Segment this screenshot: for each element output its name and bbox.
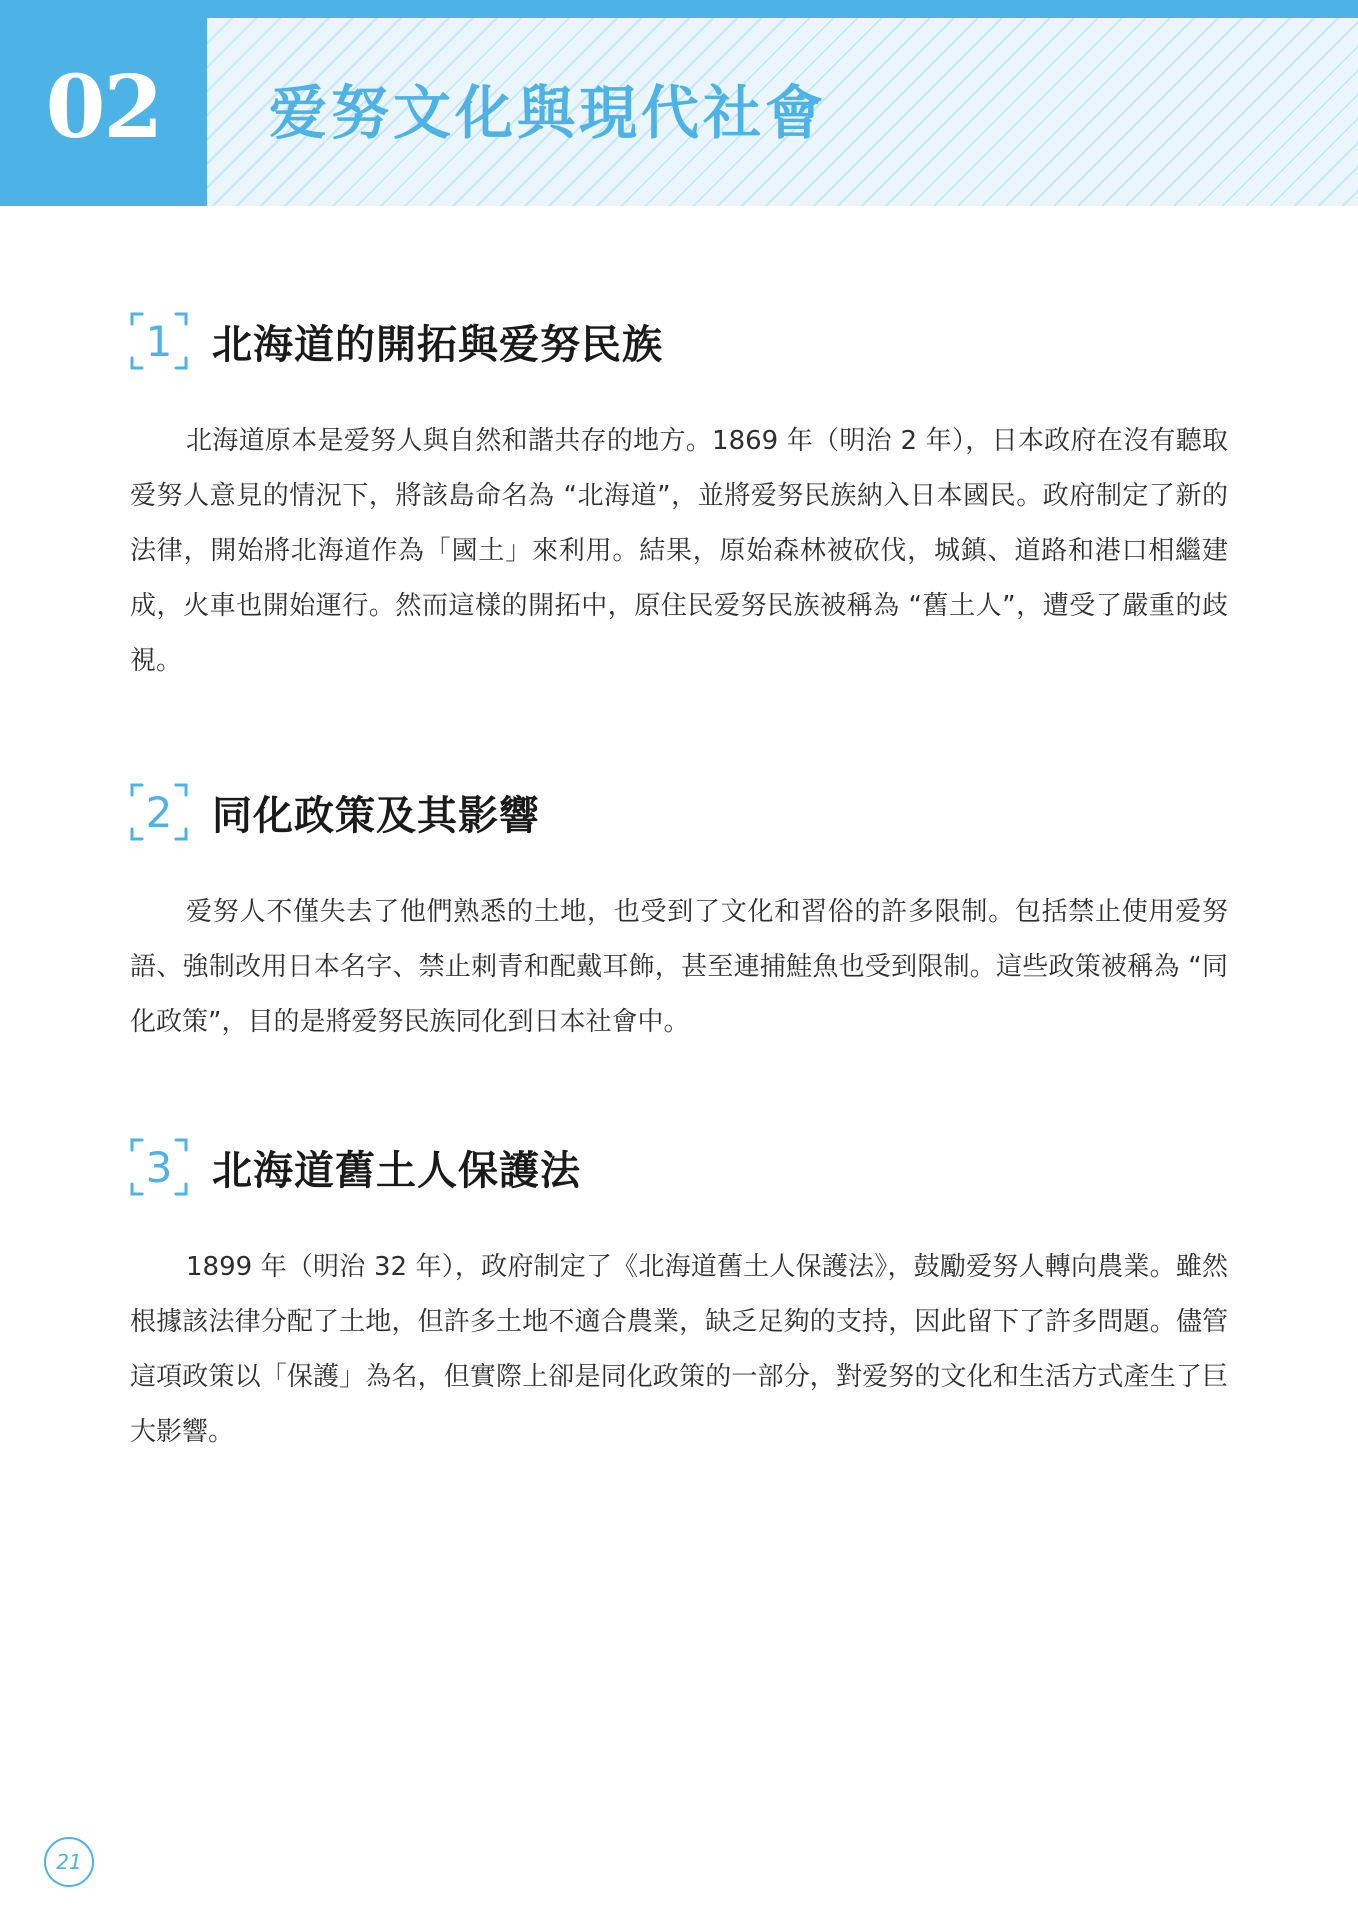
section-heading [128, 781, 540, 843]
section-heading [128, 1136, 581, 1198]
chapter-title: 爱努文化與現代社會 [269, 79, 828, 147]
page-number: 21 [44, 1837, 94, 1887]
section-body: 北海道原本是爱努人與自然和諧共存的地方。1869 年（明治 2 年），日本政府在沒有聽取爱努人意見的情況下，將該島命名為 “北海道”，並將爱努民族納入日本國民。政府制定了新的法律，開始將北海道作為「國土」來利用。結果，原始森林被砍伐，城鎮、道路和港口相繼建成，火車也開始運行。然而這樣的開拓中，原住民爱努民族被稱為 “舊土人”，遭受了嚴重的歧視。 [130, 426, 1228, 676]
section-number: 3 [145, 1142, 173, 1192]
section-heading [128, 310, 663, 372]
chapter-number-box [0, 0, 207, 206]
section-number-frame [128, 310, 190, 372]
section-title: 同化政策及其影響 [212, 792, 540, 839]
section-number: 2 [145, 787, 173, 837]
chapter-title-band [207, 18, 1358, 206]
chapter-number: 02 [45, 56, 162, 158]
section-title: 北海道的開拓與爱努民族 [212, 321, 663, 368]
section-number-frame [128, 1136, 190, 1198]
section-body: 1899 年（明治 32 年），政府制定了《北海道舊土人保護法》，鼓勵爱努人轉向農業。雖然根據該法律分配了土地，但許多土地不適合農業，缺乏足夠的支持，因此留下了許多問題。儘管這項政策以「保護」為名，但實際上卻是同化政策的一部分，對爱努的文化和生活方式產生了巨大影響。 [130, 1252, 1228, 1447]
section-body: 爱努人不僅失去了他們熟悉的土地，也受到了文化和習俗的許多限制。包括禁止使用爱努語、強制改用日本名字、禁止刺青和配戴耳飾，甚至連捕鮭魚也受到限制。這些政策被稱為 “同化政策”，目的是將爱努民族同化到日本社會中。 [130, 897, 1228, 1037]
section-number: 1 [145, 316, 173, 366]
section-title: 北海道舊土人保護法 [212, 1147, 581, 1194]
section-number-frame [128, 781, 190, 843]
